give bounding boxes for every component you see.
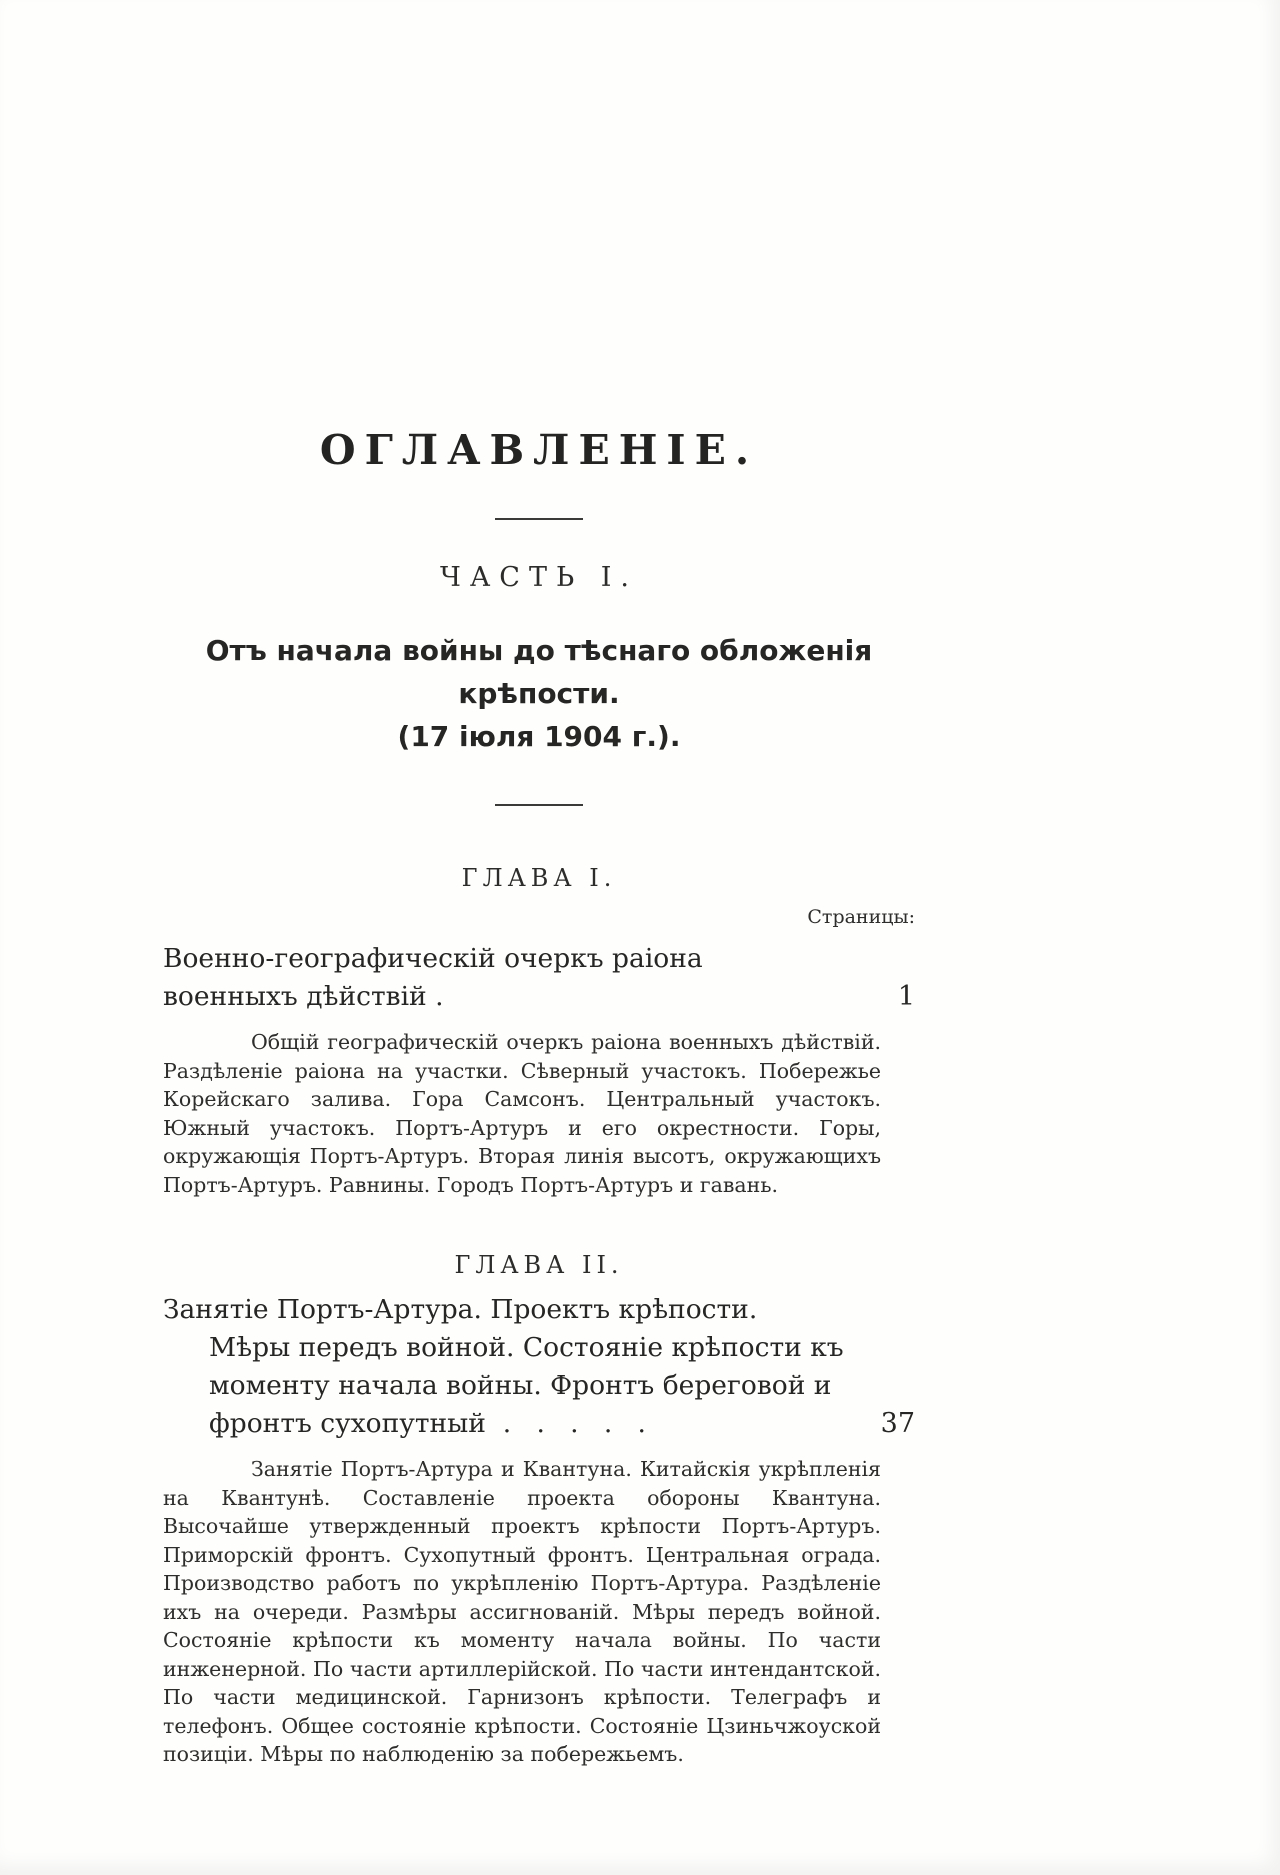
divider-rule-bottom bbox=[495, 804, 583, 806]
chapter-2-heading: ГЛАВА II. bbox=[454, 1251, 624, 1279]
part-heading: ЧАСТЬ I. bbox=[439, 562, 638, 593]
part-title bbox=[163, 629, 915, 758]
part-title-line-1: Отъ начала войны до тѣснаго обложенія крѣпости. bbox=[205, 634, 873, 710]
divider-rule-top bbox=[495, 518, 583, 520]
toc-entry-title: Занятіе Портъ-Артура. Проектъ крѣпости. Мѣры передъ войной. Состояніе крѣпости къ моменту начала войны. Фронтъ береговой и фронтъ сухопутный . . . . . bbox=[163, 1294, 844, 1439]
chapter-1-heading: ГЛАВА I. bbox=[461, 864, 617, 892]
part-title-line-2: (17 іюля 1904 г.). bbox=[397, 720, 681, 753]
chapter-1-summary: Общій географическій очеркъ раіона военныхъ дѣйствій. Раздѣленіе раіона на участки. Сѣверный участокъ. Побережье Корейскаго залива. Гора Самсонъ. Центральный участокъ. Южный участокъ. Портъ-Артуръ и его окрестности. Горы, окружающія Портъ-Артуръ. Вторая линія высотъ, окружающихъ Портъ-Артуръ. Равнины. Городъ Портъ-Артуръ и гавань. bbox=[163, 1030, 881, 1197]
toc-entry-page-number: 37 bbox=[880, 1408, 915, 1439]
toc-entry-chapter-2 bbox=[163, 1291, 915, 1443]
toc-entry-page-number: 1 bbox=[897, 981, 915, 1012]
toc-entry-chapter-1 bbox=[163, 940, 915, 1016]
toc-content bbox=[163, 428, 915, 1769]
toc-entry-title: Военно-географическій очеркъ раіона военныхъ дѣйствій . bbox=[163, 943, 703, 1012]
page-title: ОГЛАВЛЕНІЕ. bbox=[319, 426, 759, 474]
pages-column-label: Страницы: bbox=[807, 906, 915, 928]
chapter-2-summary: Занятіе Портъ-Артура и Квантуна. Китайскія укрѣпленія на Квантунѣ. Составленіе проекта обороны Квантуна. Высочайше утвержденный проектъ крѣпости Портъ-Артуръ. Приморскій фронтъ. Сухопутный фронтъ. Центральная ограда. Производство работъ по укрѣпленію Портъ-Артура. Раздѣленіе ихъ на очереди. Размѣры ассигнованій. Мѣры передъ войной. Состояніе крѣпости къ моменту начала войны. По части инженерной. По части артиллерійской. По части интендантской. По части медицинской. Гарнизонъ крѣпости. Телеграфъ и телефонъ. Общее состояніе крѣпости. Состояніе Цзиньчжоуской позиціи. Мѣры по наблюденію за побережьемъ. bbox=[163, 1457, 881, 1766]
